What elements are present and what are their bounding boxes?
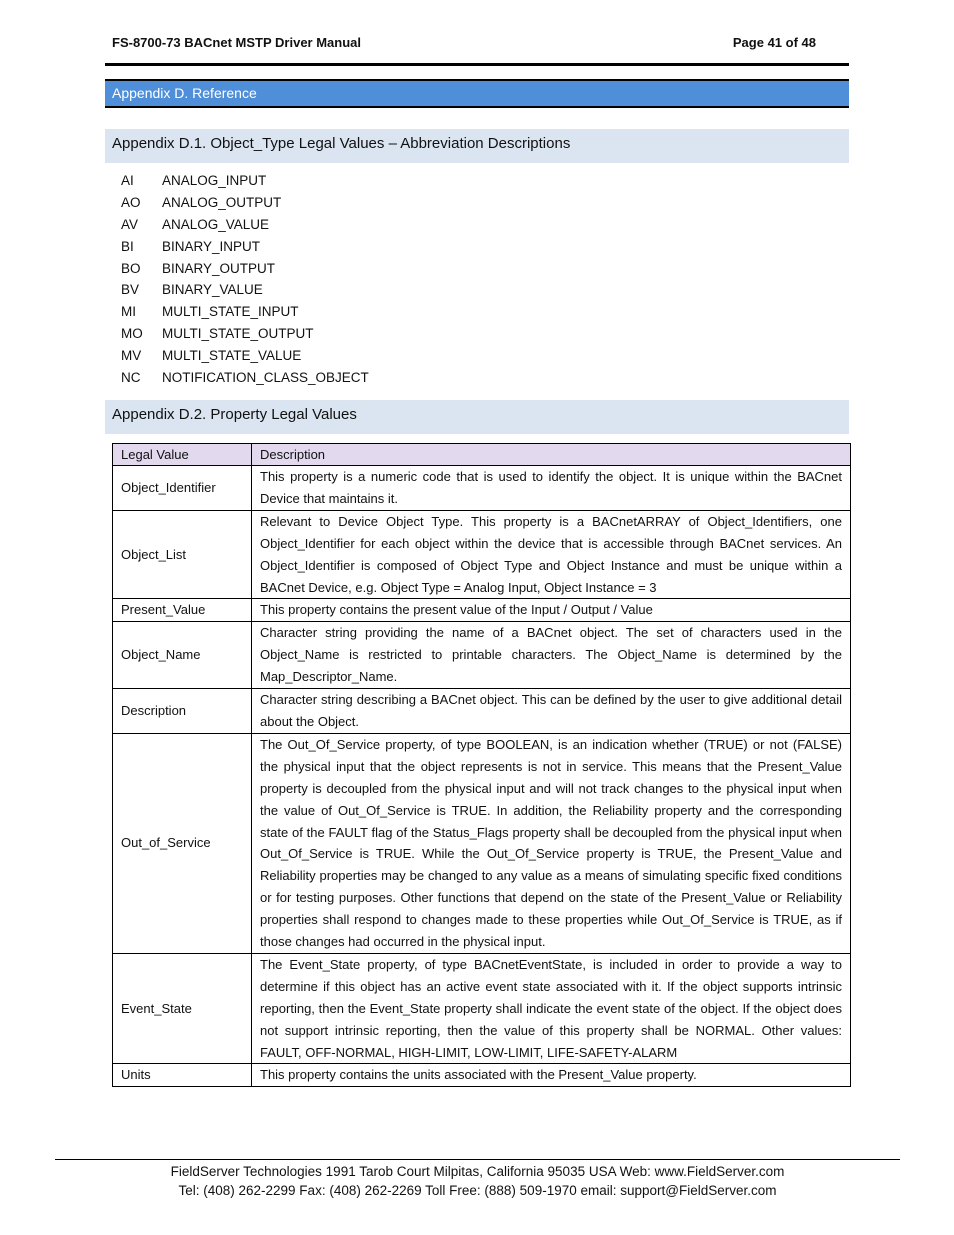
abbreviation-name: ANALOG_OUTPUT	[162, 194, 282, 210]
column-header-description: Description	[252, 444, 851, 466]
list-item	[121, 367, 521, 389]
list-item	[121, 323, 521, 345]
property-table	[112, 443, 851, 1087]
list-item	[121, 236, 521, 258]
description-cell: This property contains the units associated with the Present_Value property.	[252, 1064, 851, 1087]
abbreviation-code: BO	[121, 260, 141, 276]
footer-contact-line: Tel: (408) 262-2299 Fax: (408) 262-2269 Toll Free: (888) 509-1970 email: support@FieldServer.com	[178, 1183, 777, 1198]
abbreviation-code: BI	[121, 238, 134, 254]
abbreviation-code: AV	[121, 216, 139, 232]
abbreviation-code: NC	[121, 370, 141, 386]
abbreviation-name: BINARY_OUTPUT	[162, 260, 276, 276]
table-header-row	[113, 444, 851, 466]
list-item	[121, 279, 521, 301]
abbreviation-code: AO	[121, 194, 141, 210]
list-item	[121, 258, 521, 280]
table-row	[113, 1064, 851, 1087]
description-cell: This property is a numeric code that is used to identify the object. It is unique within the BACnet Device that maintains it.	[252, 466, 851, 511]
abbreviation-code: MI	[121, 304, 136, 320]
abbreviation-name: ANALOG_VALUE	[162, 216, 270, 232]
abbreviation-name: BINARY_INPUT	[162, 238, 261, 254]
document-title: FS-8700-73 BACnet MSTP Driver Manual	[112, 35, 361, 50]
description-cell: Relevant to Device Object Type. This property is a BACnetARRAY of Object_Identifiers, one Object_Identifier for each object within the device that is accessible through BACnet services. An Object_Identifier is composed of Object Type and Object Instance and must be unique within a BACnet Device, e.g. Object Type = Analog Input, Object Instance = 3	[252, 510, 851, 599]
abbreviation-code: BV	[121, 282, 140, 298]
legal-value-cell: Object_List	[113, 510, 252, 599]
column-header-legal-value: Legal Value	[113, 444, 252, 466]
description-cell: The Out_Of_Service property, of type BOOLEAN, is an indication whether (TRUE) or not (FALSE) the physical input that the object represents is not in service. This means that the Present_Value property is decoupled from the physical input and will not track changes to the physical input when the value of Out_Of_Service is TRUE. In addition, the Reliability property and the corresponding state of the FAULT flag of the Status_Flags property shall be decoupled from the physical input when Out_Of_Service is TRUE. While the Out_Of_Service property is TRUE, the Present_Value and Reliability properties may be changed to any value as a means of simulating specific fixed conditions or for testing purposes. Other functions that depend on the state of the Present_Value or Reliability properties shall respond to changes made to these properties while Out_Of_Service is TRUE, as if those changes had occurred in the physical input.	[252, 733, 851, 953]
legal-value-cell: Description	[113, 689, 252, 734]
description-cell: This property contains the present value of the Input / Output / Value	[252, 599, 851, 622]
page-footer	[55, 1162, 900, 1200]
abbreviation-name: MULTI_STATE_INPUT	[162, 304, 299, 320]
description-cell: Character string describing a BACnet object. This can be defined by the user to give additional detail about the Object.	[252, 689, 851, 734]
abbreviation-name: NOTIFICATION_CLASS_OBJECT	[162, 370, 369, 386]
legal-value-cell: Object_Identifier	[113, 466, 252, 511]
table-row	[113, 510, 851, 599]
list-item	[121, 192, 521, 214]
header-divider	[105, 63, 849, 66]
table-row	[113, 466, 851, 511]
list-item	[121, 301, 521, 323]
page-number: Page 41 of 48	[732, 35, 816, 50]
list-item	[121, 345, 521, 367]
list-item	[121, 214, 521, 236]
legal-value-cell: Present_Value	[113, 599, 252, 622]
legal-value-cell: Object_Name	[113, 622, 252, 689]
table-row	[113, 622, 851, 689]
abbreviation-name: ANALOG_INPUT	[162, 173, 267, 188]
appendix-heading: Appendix D. Reference	[105, 79, 849, 108]
section-heading-d1: Appendix D.1. Object_Type Legal Values – Abbreviation Descriptions	[105, 129, 849, 163]
abbreviation-code: MO	[121, 326, 143, 342]
legal-value-cell: Event_State	[113, 953, 252, 1064]
table-row	[113, 733, 851, 953]
abbreviation-code: AI	[121, 173, 134, 188]
abbreviation-name: BINARY_VALUE	[162, 282, 263, 298]
legal-value-cell: Units	[113, 1064, 252, 1087]
abbreviation-list	[121, 170, 521, 389]
footer-divider	[55, 1159, 900, 1160]
abbreviation-name: MULTI_STATE_VALUE	[162, 348, 302, 364]
page-header	[112, 35, 816, 53]
description-cell: Character string providing the name of a BACnet object. The set of characters used in the Object_Name is restricted to printable characters. The Object_Name is determined by the Map_Descriptor_Name.	[252, 622, 851, 689]
abbreviation-name: MULTI_STATE_OUTPUT	[162, 326, 314, 342]
footer-address-line: FieldServer Technologies 1991 Tarob Court Milpitas, California 95035 USA Web: www.FieldServer.com	[170, 1164, 785, 1179]
legal-value-cell: Out_of_Service	[113, 733, 252, 953]
list-item	[121, 170, 521, 192]
table-row	[113, 689, 851, 734]
table-row	[113, 599, 851, 622]
section-heading-d2: Appendix D.2. Property Legal Values	[105, 400, 849, 434]
table-row	[113, 953, 851, 1064]
description-cell: The Event_State property, of type BACnetEventState, is included in order to provide a way to determine if this object has an active event state associated with it. If the object supports intrinsic reporting, then the Event_State property shall indicate the event state of the object. If the object does not support intrinsic reporting, then the value of this property shall be NORMAL. Other values: FAULT, OFF-NORMAL, HIGH-LIMIT, LOW-LIMIT, LIFE-SAFETY-ALARM	[252, 953, 851, 1064]
abbreviation-code: MV	[121, 348, 142, 364]
